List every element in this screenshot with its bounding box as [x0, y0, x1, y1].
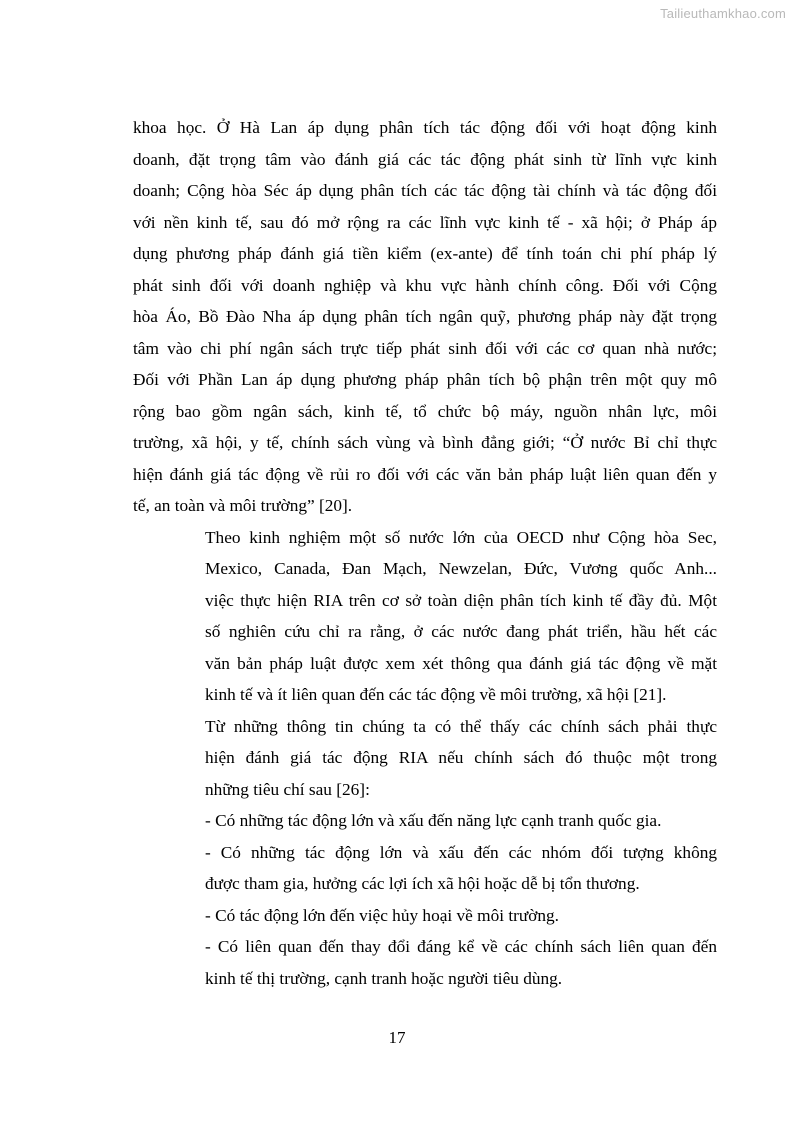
paragraph-0-line: tâm vào chi phí ngân sách trực tiếp phát sinh đối với các cơ quan nhà nước; [133, 338, 717, 358]
paragraph-2-line: hiện đánh giá tác động RIA nếu chính sách đó thuộc một trong [205, 748, 717, 767]
paragraph-0-line: với nền kinh tế, sau đó mở rộng ra các lĩnh vực kinh tế - xã hội; ở Pháp áp [133, 212, 717, 232]
paragraph-1-line: kinh tế và ít liên quan đến các tác động về môi trường, xã hội [21]. [205, 685, 667, 704]
paragraph-0-line: doanh; Cộng hòa Séc áp dụng phân tích các tác động tài chính và tác động đối [133, 181, 717, 200]
paragraph-6-line: - Có liên quan đến thay đổi đáng kể về các chính sách liên quan đến [205, 937, 717, 956]
paragraph-5-line: - Có tác động lớn đến việc hủy hoại về môi trường. [205, 905, 559, 925]
paragraph-1-line: Mexico, Canada, Đan Mạch, Newzelan, Đức, Vương quốc Anh... [205, 559, 717, 578]
watermark: Tailieuthamkhao.com [660, 6, 786, 21]
paragraph-0-line: phát sinh đối với doanh nghiệp và khu vực hành chính công. Đối với Cộng [133, 275, 717, 295]
paragraph-0-line: tế, an toàn và môi trường” [20]. [133, 496, 353, 515]
paragraph-1-line: văn bản pháp luật được xem xét thông qua đánh giá tác động về mặt [205, 653, 717, 673]
paragraph-0-line: doanh, đặt trọng tâm vào đánh giá các tác động phát sinh từ lĩnh vực kinh [133, 149, 717, 169]
paragraph-0-line: Đối với Phần Lan áp dụng phương pháp phân tích bộ phận trên một quy mô [133, 370, 717, 389]
paragraph-4-line: được tham gia, hưởng các lợi ích xã hội hoặc dễ bị tổn thương. [205, 874, 640, 893]
paragraph-3-line: - Có những tác động lớn và xấu đến năng lực cạnh tranh quốc gia. [205, 811, 662, 830]
paragraph-0-line: trường, xã hội, y tế, chính sách vùng và bình đẳng giới; “Ở nước Bỉ chỉ thực [133, 433, 717, 452]
paragraph-1-line: số nghiên cứu chỉ ra rằng, ở các nước đang phát triển, hầu hết các [205, 622, 717, 641]
paragraph-2-line: những tiêu chí sau [26]: [205, 779, 370, 799]
paragraph-0-line: rộng bao gồm ngân sách, kinh tế, tổ chức bộ máy, nguồn nhân lực, môi [133, 401, 717, 421]
page-number: 17 [388, 1028, 406, 1047]
paragraph-0-line: hiện đánh giá tác động về rủi ro đối với các văn bản pháp luật liên quan đến y [133, 464, 717, 484]
paragraph-0-line: dụng phương pháp đánh giá tiền kiểm (ex-ante) để tính toán chi phí pháp lý [133, 244, 717, 263]
paragraph-6-line: kinh tế thị trường, cạnh tranh hoặc người tiêu dùng. [205, 968, 563, 988]
paragraph-1-line: việc thực hiện RIA trên cơ sở toàn diện phân tích kinh tế đầy đủ. Một [205, 590, 717, 610]
paragraph-2-line: Từ những thông tin chúng ta có thể thấy các chính sách phải thực [205, 716, 717, 736]
paragraph-1-line: Theo kinh nghiệm một số nước lớn của OECD như Cộng hòa Sec, [205, 527, 717, 547]
paragraph-0-line: hòa Áo, Bồ Đào Nha áp dụng phân tích ngân quỹ, phương pháp này đặt trọng [133, 307, 717, 326]
paragraph-0-line: khoa học. Ở Hà Lan áp dụng phân tích tác động đối với hoạt động kinh [133, 118, 717, 137]
paragraph-4-line: - Có những tác động lớn và xấu đến các nhóm đối tượng không [205, 842, 717, 862]
